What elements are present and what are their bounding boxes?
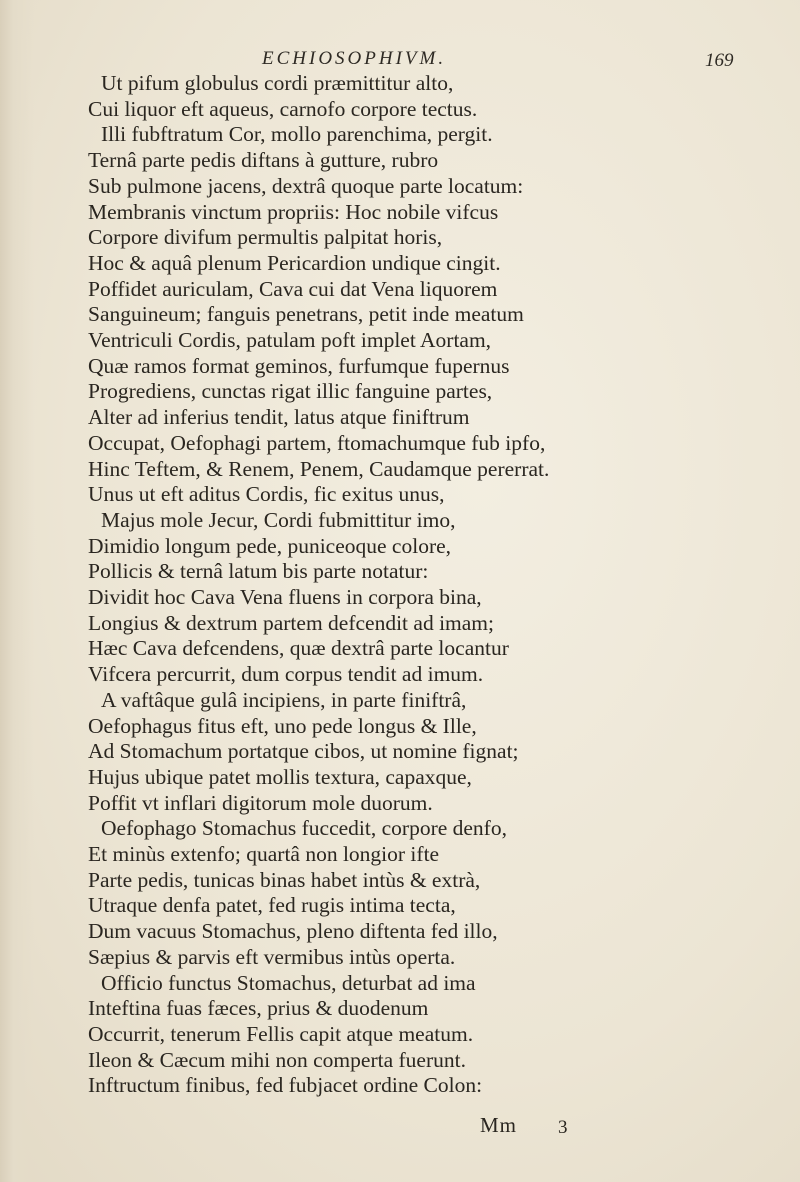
verse-line: Hæc Cava defcendens, quæ dextrâ parte locantur [88,636,509,661]
verse-line: Illi fubftratum Cor, mollo parenchima, pergit. [101,122,493,147]
verse-line: Oefophagus fitus eft, uno pede longus & Ille, [88,713,477,738]
page-number: 169 [705,50,734,71]
signature-number: 3 [558,1117,568,1138]
verse-line: Poffit vt inflari digitorum mole duorum. [88,790,433,815]
verse-line: Occupat, Oefophagi partem, ftomachumque fub ipfo, [88,430,546,455]
verse-line: Longius & dextrum partem defcendit ad imam; [88,610,495,635]
verse-line: Unus ut eft aditus Cordis, fic exitus unus, [88,482,445,507]
verse-line: Pollicis & ternâ latum bis parte notatur: [88,559,429,584]
verse-line: Parte pedis, tunicas binas habet intùs & extrà, [88,867,481,892]
verse-line: Dimidio longum pede, puniceoque colore, [88,533,452,558]
binding-shadow [0,0,34,1182]
verse-line: Occurrit, tenerum Fellis capit atque meatum. [88,1021,474,1046]
verse-line: Utraque denfa patet, fed rugis intima tecta, [88,893,456,918]
verse-line: Dum vacuus Stomachus, pleno diftenta fed illo, [88,919,498,944]
verse-line: Membranis vinctum propriis: Hoc nobile vifcus [88,199,499,224]
verse-line: Sub pulmone jacens, dextrâ quoque parte locatum: [88,173,524,198]
verse-line: Oefophago Stomachus fuccedit, corpore denfo, [101,816,507,841]
verse-line: Majus mole Jecur, Cordi fubmittitur imo, [101,507,456,532]
verse-line: Corpore divifum permultis palpitat horis, [88,225,443,250]
verse-line: Ileon & Cæcum mihi non comperta fuerunt. [88,1047,466,1072]
verse-line: Officio functus Stomachus, deturbat ad ima [101,970,476,995]
verse-line: Quæ ramos format geminos, furfumque fupernus [88,353,510,378]
verse-line: Vifcera percurrit, dum corpus tendit ad imum. [88,662,484,687]
verse-line: Ut pifum globulus cordi præmittitur alto, [101,71,454,95]
verse-line: Hoc & aquâ plenum Pericardion undique cingit. [88,250,501,275]
verse-line: Sæpius & parvis eft vermibus intùs operta. [88,944,456,969]
running-title: ECHIOSOPHIVM. [262,48,447,69]
verse-line: Et minùs extenfo; quartâ non longior ifte [88,842,440,866]
verse-line: Ventriculi Cordis, patulam poft implet Aortam, [88,328,492,352]
verse-line: Cui liquor eft aqueus, carnofo corpore tectus. [88,96,478,121]
verse-line: Inftructum finibus, fed fubjacet ordine Colon: [88,1073,483,1098]
verse-line: Alter ad inferius tendit, latus atque finiftrum [88,405,470,430]
verse-line: Ternâ parte pedis diftans à gutture, rubro [88,148,439,173]
verse-line: Sanguineum; fanguis penetrans, petit inde meatum [88,302,524,327]
verse-line: Inteftina fuas fæces, prius & duodenum [88,996,429,1021]
verse-line: Dividit hoc Cava Vena fluens in corpora bina, [88,585,482,609]
verse-line: A vaftâque gulâ incipiens, in parte finiftrâ, [101,687,467,712]
verse-line: Poffidet auriculam, Cava cui dat Vena liquorem [88,276,498,301]
verse-line: Progrediens, cunctas rigat illic fanguine partes, [88,379,493,404]
signature-mark [0,1113,800,1143]
signature-letters: Mm [480,1113,518,1137]
verse-line: Hinc Teftem, & Renem, Penem, Caudamque pererrat. [88,456,550,481]
verse-line: Hujus ubique patet mollis textura, capaxque, [88,764,472,789]
verse-line: Ad Stomachum portatque cibos, ut nomine fignat; [88,739,519,764]
